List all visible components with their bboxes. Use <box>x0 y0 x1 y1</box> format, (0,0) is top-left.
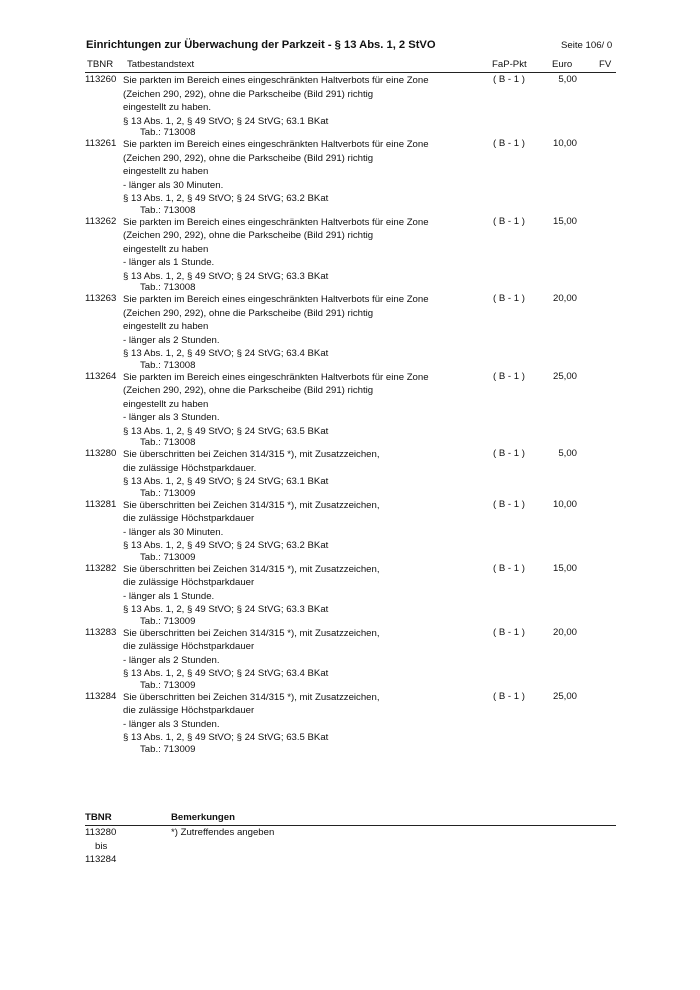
tatbestandstext-line: (Zeichen 290, 292), ohne die Parkscheibe (Bild 291) richtig <box>123 385 374 396</box>
tatbestandstext-line: Sie parkten im Bereich eines eingeschränkten Haltverbots für eine Zone <box>123 371 429 383</box>
euro-cell: 25,00 <box>552 690 577 702</box>
tatbestandstext-cell <box>123 563 453 627</box>
tbnr-cell: 113261 <box>85 138 117 149</box>
tatbestandstext-line: - länger als 3 Stunden. <box>123 412 220 423</box>
tab-reference: Tab.: 713008 <box>140 204 196 216</box>
table-row <box>85 499 616 563</box>
tatbestandstext-line: - länger als 2 Stunden. <box>123 334 220 346</box>
tbnr-cell: 113263 <box>85 293 117 304</box>
tatbestandstext-line: die zulässige Höchstparkdauer <box>123 641 255 652</box>
tatbestandstext-line: - länger als 1 Stunde. <box>123 257 215 268</box>
tab-reference: Tab.: 713009 <box>140 679 196 691</box>
tatbestandstext-line: (Zeichen 290, 292), ohne die Parkscheibe (Bild 291) richtig <box>123 230 374 241</box>
table-row <box>85 691 616 755</box>
tab-reference: Tab.: 713009 <box>140 615 196 627</box>
tatbestandstext-line: Sie überschritten bei Zeichen 314/315 *), mit Zusatzzeichen, <box>123 449 380 460</box>
remarks-header <box>85 812 616 826</box>
tatbestandstext-line: eingestellt zu haben. <box>123 102 212 113</box>
tatbestandstext-line: die zulässige Höchstparkdauer. <box>123 462 257 474</box>
tab-reference: Tab.: 713008 <box>140 127 196 138</box>
tatbestandstext-line: eingestellt zu haben <box>123 243 209 255</box>
table-row <box>85 216 616 294</box>
tatbestandstext-cell <box>123 448 453 499</box>
tbnr-cell: 113283 <box>85 626 117 638</box>
table-row <box>85 448 616 499</box>
euro-cell: 25,00 <box>552 370 577 382</box>
tatbestandstext-line: § 13 Abs. 1, 2, § 49 StVO; § 24 StVG; 63.2 BKat <box>123 540 329 551</box>
table-row <box>85 563 616 627</box>
tatbestandstext-line: Sie parkten im Bereich eines eingeschränkten Haltverbots für eine Zone <box>123 139 429 150</box>
tbnr-cell: 113284 <box>85 690 117 702</box>
tatbestandstext-line: § 13 Abs. 1, 2, § 49 StVO; § 24 StVG; 63.1 BKat <box>123 476 329 487</box>
fap-pkt-cell: ( B - 1 ) <box>493 293 525 304</box>
remarks-tbnr-range <box>85 826 125 867</box>
tatbestandstext-line: (Zeichen 290, 292), ohne die Parkscheibe (Bild 291) richtig <box>123 88 374 100</box>
fap-pkt-cell: ( B - 1 ) <box>493 448 525 459</box>
euro-cell: 15,00 <box>552 215 577 227</box>
tbnr-cell: 113260 <box>85 74 117 85</box>
euro-cell: 20,00 <box>552 626 577 638</box>
document-title: Einrichtungen zur Überwachung der Parkzeit - § 13 Abs. 1, 2 StVO <box>86 39 436 51</box>
table-header <box>85 58 616 73</box>
euro-cell: 10,00 <box>552 138 577 149</box>
tatbestandstext-line: Sie parkten im Bereich eines eingeschränkten Haltverbots für eine Zone <box>123 75 429 86</box>
tatbestandstext-cell <box>123 499 453 563</box>
tatbestandstext-line: § 13 Abs. 1, 2, § 49 StVO; § 24 StVG; 63.3 BKat <box>123 270 329 282</box>
table-row <box>85 293 616 371</box>
tatbestandstext-cell <box>123 293 453 371</box>
tatbestandstext-line: - länger als 30 Minuten. <box>123 526 224 538</box>
tatbestandstext-line: - länger als 1 Stunde. <box>123 590 215 602</box>
tatbestandstext-cell <box>123 138 453 216</box>
column-header-fap-pkt: FaP-Pkt <box>492 59 527 70</box>
tab-reference: Tab.: 713009 <box>140 487 196 499</box>
fap-pkt-cell: ( B - 1 ) <box>493 74 525 85</box>
fap-pkt-cell: ( B - 1 ) <box>493 370 525 382</box>
tab-reference: Tab.: 713008 <box>140 437 196 448</box>
tbnr-cell: 113282 <box>85 562 117 574</box>
tatbestandstext-line: § 13 Abs. 1, 2, § 49 StVO; § 24 StVG; 63.4 BKat <box>123 668 329 679</box>
euro-cell: 20,00 <box>552 293 577 304</box>
euro-cell: 10,00 <box>552 498 577 510</box>
fap-pkt-cell: ( B - 1 ) <box>493 690 525 702</box>
tatbestandstext-line: - länger als 3 Stunden. <box>123 718 220 730</box>
column-header-tatbestandstext: Tatbestandstext <box>127 59 195 70</box>
tab-reference: Tab.: 713008 <box>140 359 196 371</box>
table-row <box>85 371 616 449</box>
tatbestandstext-line: § 13 Abs. 1, 2, § 49 StVO; § 24 StVG; 63.4 BKat <box>123 348 329 359</box>
remarks-header-label: Bemerkungen <box>171 812 235 823</box>
tbnr-cell: 113262 <box>85 215 117 227</box>
remarks-range-to: 113284 <box>85 854 117 865</box>
fap-pkt-cell: ( B - 1 ) <box>493 215 525 227</box>
tatbestandstext-line: die zulässige Höchstparkdauer <box>123 705 255 716</box>
tab-reference: Tab.: 713008 <box>140 282 196 293</box>
tatbestandstext-cell <box>123 691 453 755</box>
fap-pkt-cell: ( B - 1 ) <box>493 562 525 574</box>
remarks-note: *) Zutreffendes angeben <box>171 827 275 838</box>
euro-cell: 15,00 <box>552 562 577 574</box>
tatbestandstext-line: - länger als 2 Stunden. <box>123 654 220 666</box>
tatbestandstext-cell <box>123 216 453 294</box>
tatbestandstext-cell <box>123 627 453 691</box>
offense-table <box>85 74 616 755</box>
column-header-euro: Euro <box>552 59 573 70</box>
table-row <box>85 627 616 691</box>
page-number: Seite 106/ 0 <box>561 40 613 51</box>
tatbestandstext-line: eingestellt zu haben <box>123 166 209 177</box>
tbnr-cell: 113264 <box>85 370 117 382</box>
column-header-fv: FV <box>599 59 612 70</box>
tatbestandstext-cell <box>123 74 453 138</box>
fap-pkt-cell: ( B - 1 ) <box>493 498 525 510</box>
tatbestandstext-line: eingestellt zu haben <box>123 398 209 410</box>
remarks-range-from: 113280 <box>85 827 117 838</box>
tab-reference: Tab.: 713009 <box>140 551 196 563</box>
tbnr-cell: 113280 <box>85 448 117 459</box>
column-header-tbnr: TBNR <box>87 59 114 70</box>
tatbestandstext-line: die zulässige Höchstparkdauer <box>123 577 255 588</box>
tatbestandstext-line: die zulässige Höchstparkdauer <box>123 513 255 524</box>
table-row <box>85 138 616 216</box>
tatbestandstext-line: § 13 Abs. 1, 2, § 49 StVO; § 24 StVG; 63.1 BKat <box>123 115 329 127</box>
tatbestandstext-line: § 13 Abs. 1, 2, § 49 StVO; § 24 StVG; 63.3 BKat <box>123 604 329 615</box>
tatbestandstext-line: Sie überschritten bei Zeichen 314/315 *), mit Zusatzzeichen, <box>123 627 380 639</box>
tatbestandstext-line: (Zeichen 290, 292), ohne die Parkscheibe (Bild 291) richtig <box>123 307 374 319</box>
remarks-header-tbnr: TBNR <box>85 812 112 823</box>
tbnr-cell: 113281 <box>85 498 117 510</box>
tatbestandstext-line: - länger als 30 Minuten. <box>123 179 224 191</box>
tatbestandstext-line: eingestellt zu haben <box>123 321 209 332</box>
tatbestandstext-line: Sie parkten im Bereich eines eingeschränkten Haltverbots für eine Zone <box>123 294 429 305</box>
table-row <box>85 74 616 138</box>
fap-pkt-cell: ( B - 1 ) <box>493 138 525 149</box>
tatbestandstext-cell <box>123 371 453 449</box>
tatbestandstext-line: Sie überschritten bei Zeichen 314/315 *), mit Zusatzzeichen, <box>123 499 380 511</box>
fap-pkt-cell: ( B - 1 ) <box>493 626 525 638</box>
euro-cell: 5,00 <box>558 74 577 85</box>
remarks-range-bis: bis <box>95 840 108 852</box>
tatbestandstext-line: § 13 Abs. 1, 2, § 49 StVO; § 24 StVG; 63.5 BKat <box>123 425 329 437</box>
tatbestandstext-line: (Zeichen 290, 292), ohne die Parkscheibe (Bild 291) richtig <box>123 152 374 164</box>
tatbestandstext-line: § 13 Abs. 1, 2, § 49 StVO; § 24 StVG; 63.5 BKat <box>123 732 329 743</box>
tatbestandstext-line: Sie überschritten bei Zeichen 314/315 *), mit Zusatzzeichen, <box>123 691 380 703</box>
tatbestandstext-line: § 13 Abs. 1, 2, § 49 StVO; § 24 StVG; 63.2 BKat <box>123 193 329 204</box>
tatbestandstext-line: Sie parkten im Bereich eines eingeschränkten Haltverbots für eine Zone <box>123 216 429 228</box>
tatbestandstext-line: Sie überschritten bei Zeichen 314/315 *), mit Zusatzzeichen, <box>123 563 380 575</box>
tab-reference: Tab.: 713009 <box>140 743 196 755</box>
euro-cell: 5,00 <box>558 448 577 459</box>
